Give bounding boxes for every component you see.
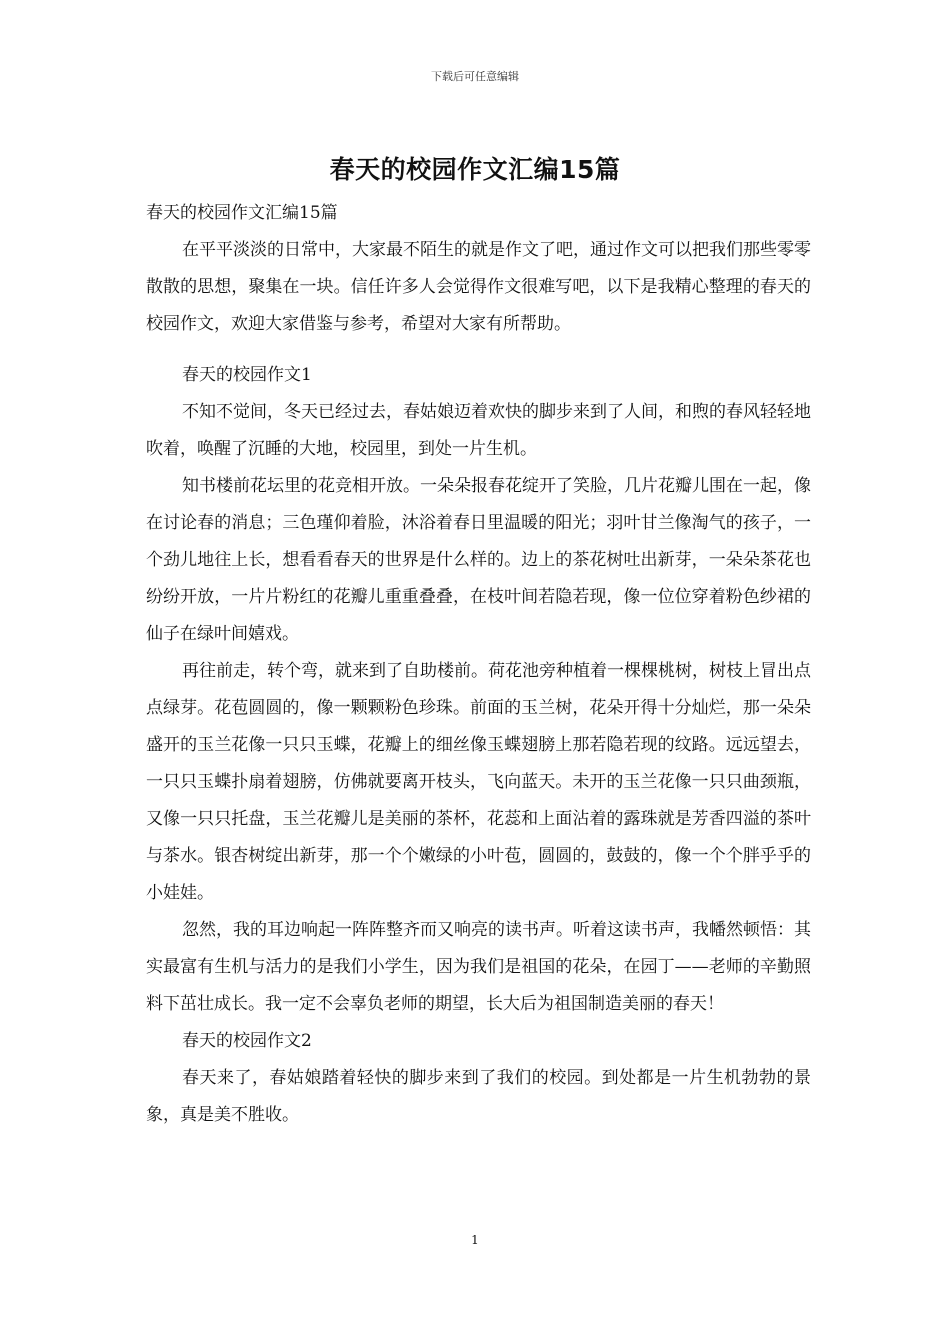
document-title: 春天的校园作文汇编15篇 — [329, 155, 621, 184]
section-spacer — [146, 343, 811, 357]
essay-paragraph: 不知不觉间，冬天已经过去，春姑娘迈着欢快的脚步来到了人间，和煦的春风轻轻地吹着，唤醒了沉睡的大地，校园里，到处一片生机。 — [146, 402, 811, 459]
page-number: 1 — [471, 1233, 479, 1247]
essay-paragraph: 忽然，我的耳边响起一阵阵整齐而又响亮的读书声。听着这读书声，我幡然顿悟：其实最富有生机与活力的是我们小学生，因为我们是祖国的花朵，在园丁——老师的辛勤照料下茁壮成长。我一定不会辜负老师的期望，长大后为祖国制造美丽的春天！ — [146, 920, 811, 1014]
essay-paragraph: 再往前走，转个弯，就来到了自助楼前。荷花池旁种植着一棵棵桃树，树枝上冒出点点绿芽。花苞圆圆的，像一颗颗粉色珍珠。前面的玉兰树，花朵开得十分灿烂，那一朵朵盛开的玉兰花像一只只玉蝶，花瓣上的细丝像玉蝶翅膀上那若隐若现的纹路。远远望去，一只只玉蝶扑扇着翅膀，仿佛就要离开枝头，飞向蓝天。未开的玉兰花像一只只曲颈瓶，又像一只只托盘，玉兰花瓣儿是美丽的茶杯，花蕊和上面沾着的露珠就是芳香四溢的茶叶与茶水。银杏树绽出新芽，那一个个嫩绿的小叶苞，圆圆的，鼓鼓的，像一个个胖乎乎的小娃娃。 — [146, 661, 811, 903]
intro-paragraph: 在平平淡淡的日常中，大家最不陌生的就是作文了吧，通过作文可以把我们那些零零散散的思想，聚集在一块。信任许多人会觉得作文很难写吧，以下是我精心整理的春天的校园作文，欢迎大家借鉴与参考，希望对大家有所帮助。 — [146, 240, 811, 334]
essay-paragraph: 春天来了，春姑娘踏着轻快的脚步来到了我们的校园。到处都是一片生机勃勃的景象，真是美不胜收。 — [146, 1068, 811, 1125]
document-body — [146, 195, 811, 1134]
essay-paragraph: 知书楼前花坛里的花竞相开放。一朵朵报春花绽开了笑脸，几片花瓣儿围在一起，像在讨论春的消息；三色瑾仰着脸，沐浴着春日里温暖的阳光；羽叶甘兰像淘气的孩子，一个劲儿地往上长，想看看春天的世界是什么样的。边上的茶花树吐出新芽，一朵朵茶花也纷纷开放，一片片粉红的花瓣儿重重叠叠，在枝叶间若隐若现，像一位位穿着粉色纱裙的仙子在绿叶间嬉戏。 — [146, 476, 811, 644]
essay-heading: 春天的校园作文1 — [182, 365, 312, 385]
essay-heading: 春天的校园作文2 — [182, 1031, 312, 1051]
page-header-note: 下载后可任意编辑 — [431, 70, 519, 83]
document-subtitle: 春天的校园作文汇编15篇 — [146, 203, 338, 223]
